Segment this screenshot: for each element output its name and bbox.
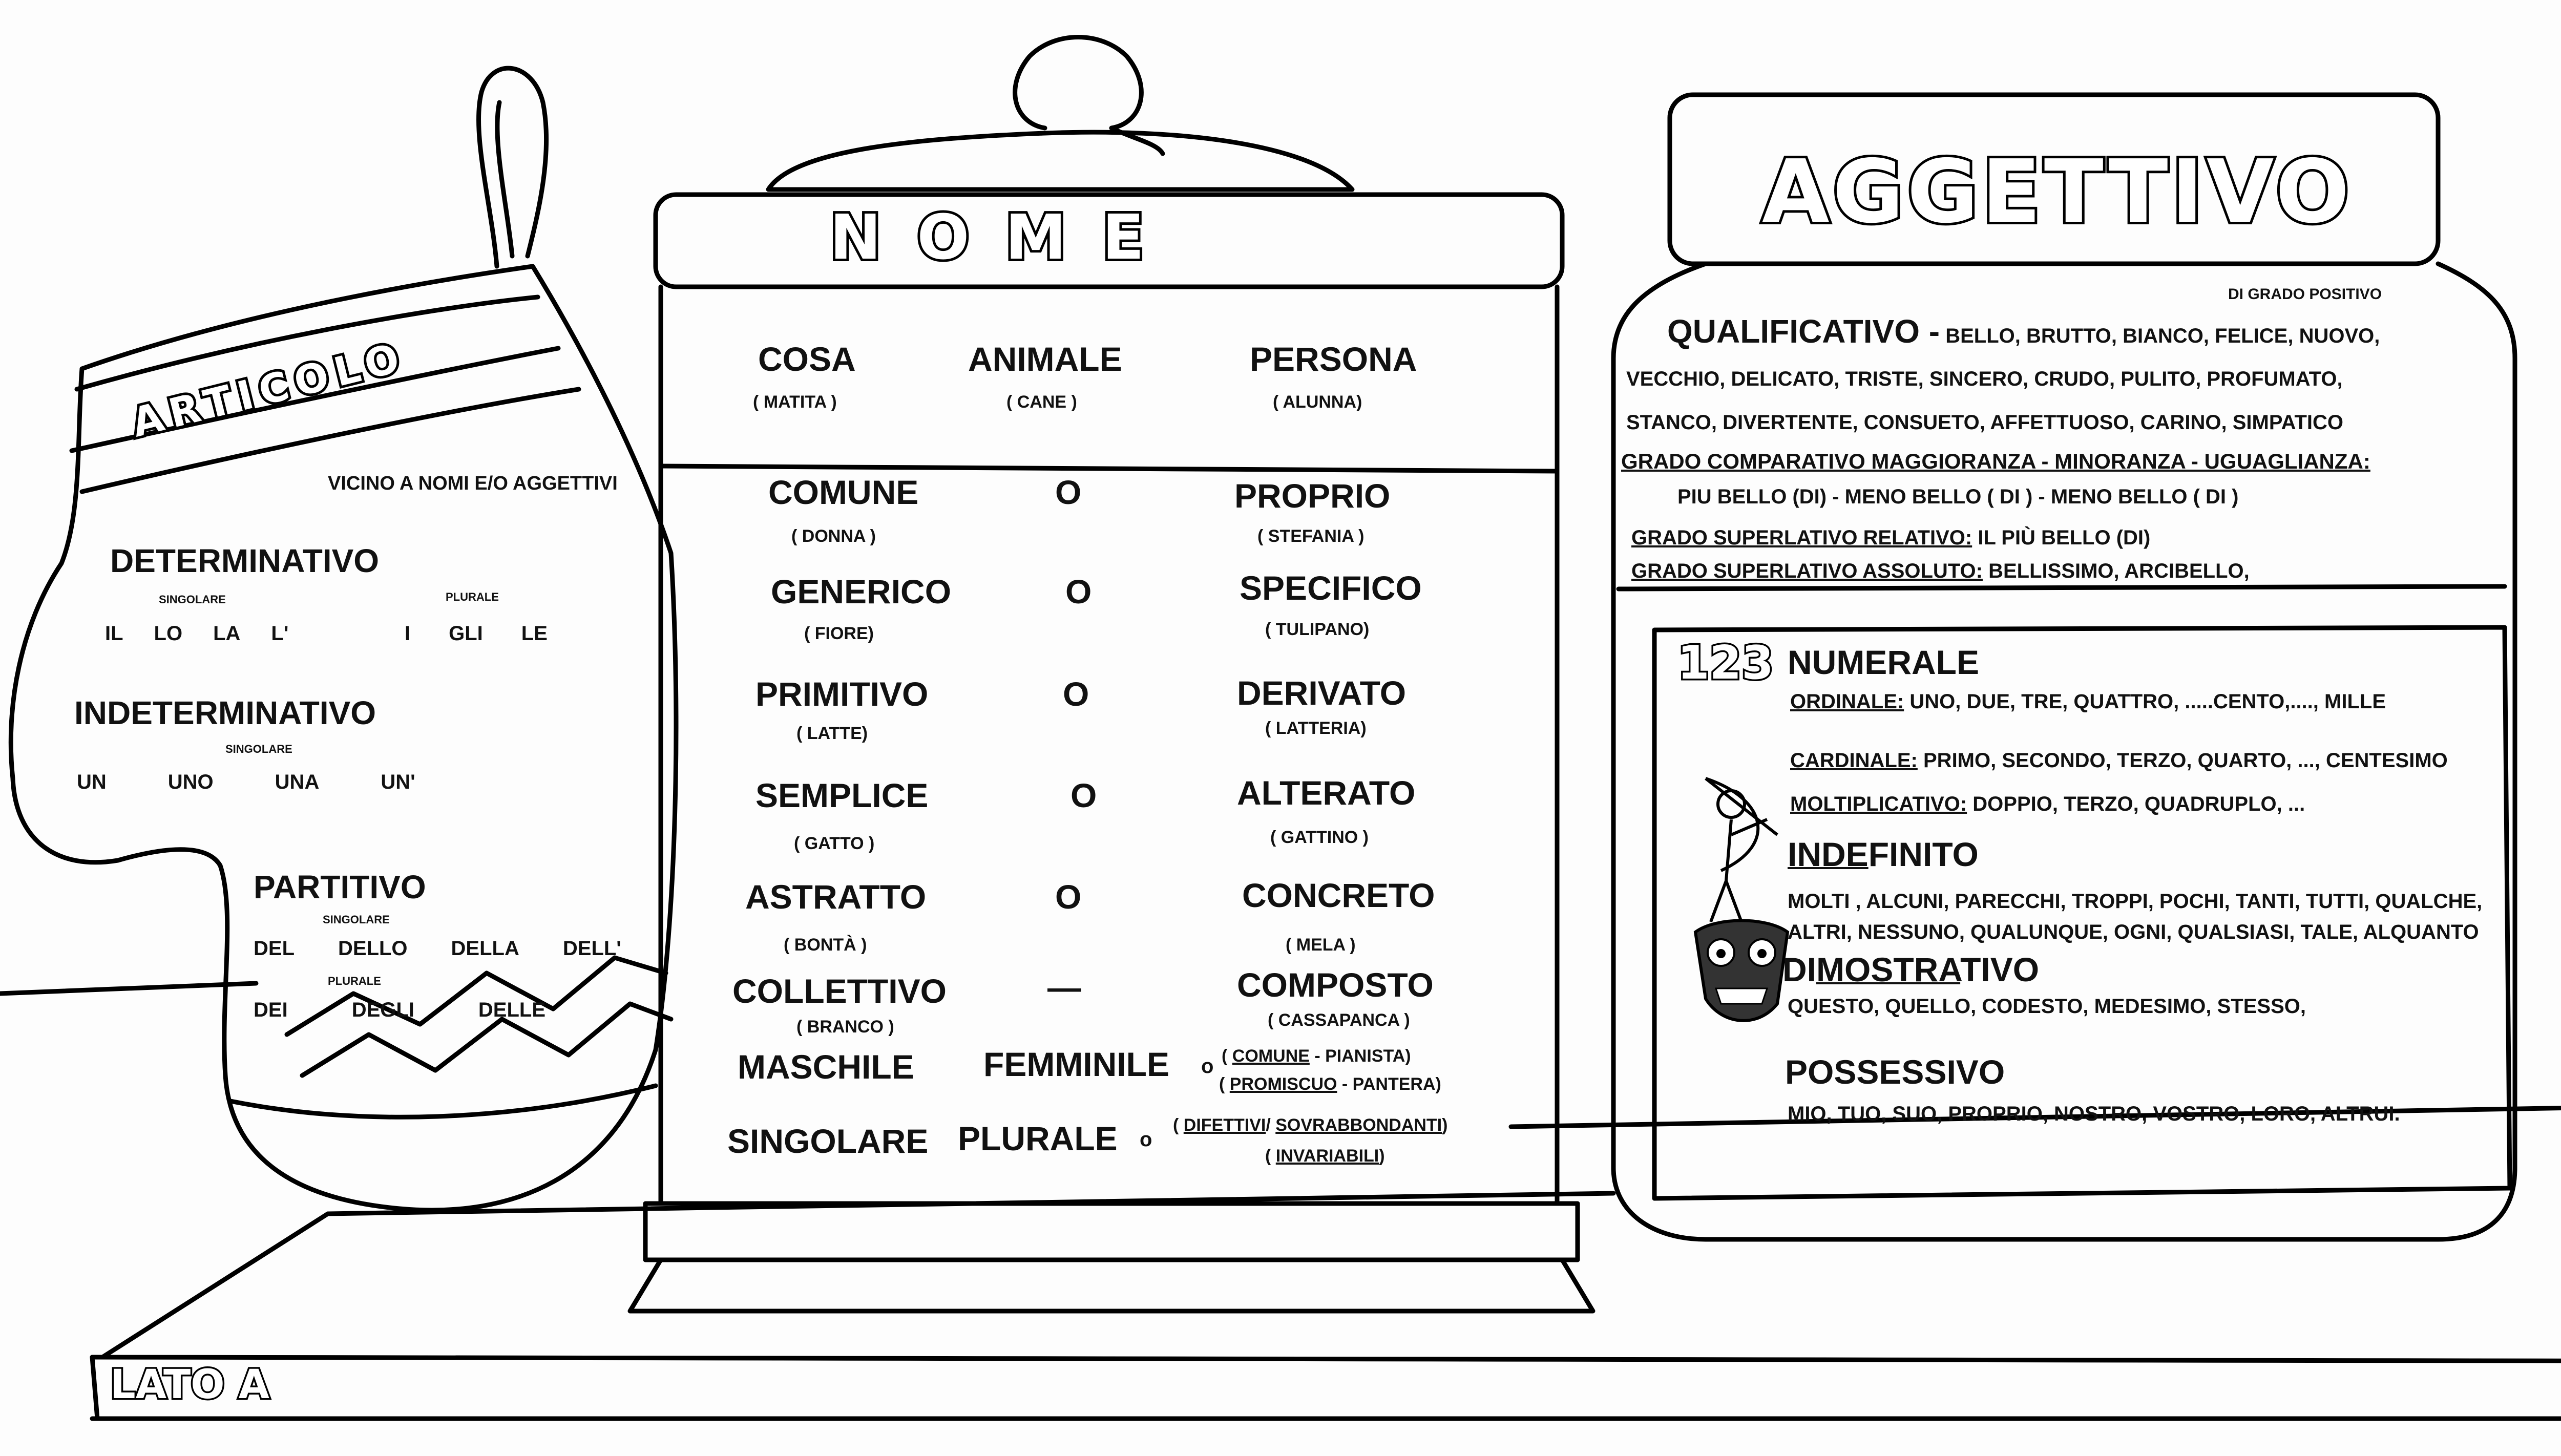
article-degli: DEGLI [351, 999, 414, 1021]
nome-numero-opt2: ( INVARIABILI) [1265, 1146, 1385, 1166]
nome-proprio-example: ( STEFANIA ) [1257, 526, 1365, 546]
determinativo-singolare [105, 622, 288, 645]
nome-lid-top [768, 132, 1352, 189]
article-della: DELLA [451, 937, 519, 960]
nome-sep-6: — [1047, 968, 1081, 1006]
determinativo-plurale [405, 622, 548, 645]
article-il: IL [105, 622, 123, 645]
nome-comune: COMUNE [768, 473, 919, 511]
aggettivo-qualificativo-label: QUALIFICATIVO - [1667, 313, 1940, 350]
nome-derivato-example: ( LATTERIA) [1265, 719, 1367, 738]
aggettivo-sup-ass-label: GRADO SUPERLATIVO ASSOLUTO: [1631, 560, 1983, 582]
aggettivo-qualificativo-line-1: VECCHIO, DELICATO, TRISTE, SINCERO, CRUDO, PULITO, PROFUMATO, [1626, 368, 2343, 390]
aggettivo-dimostrativo-label [1782, 953, 2039, 986]
aggettivo-label-top [1619, 586, 2505, 589]
articolo-title: ARTICOLO [127, 333, 411, 447]
articolo-handle-inner [497, 102, 512, 256]
aggettivo-ordinale-label: ORDINALE: [1790, 690, 1904, 713]
indeterminativo-label: INDETERMINATIVO [74, 694, 376, 731]
aggettivo-indefinito-label [1788, 837, 1979, 871]
nome-genere-opt1-rest: - PIANISTA) [1309, 1046, 1411, 1066]
nome-numero-sovrabbondanti: SOVRABBONDANTI [1275, 1115, 1442, 1135]
partitivo-label: PARTITIVO [254, 869, 426, 905]
aggettivo-cardinale-items: PRIMO, SECONDO, TERZO, QUARTO, ..., CENTESIMO [1923, 749, 2448, 772]
nome-astratto: ASTRATTO [745, 878, 927, 916]
aggettivo-indefinito-rest: FINITO [1868, 835, 1979, 873]
nome-genere-opt1: ( COMUNE - PIANISTA) [1222, 1046, 1411, 1066]
article-del: DEL [254, 937, 295, 960]
indeterminativo-items [77, 771, 415, 794]
aggettivo-dimostrativo-u: MOSTRA [1816, 951, 1961, 988]
nome-genere-o: o [1201, 1055, 1214, 1078]
determinativo-plur-tag: PLURALE [446, 590, 499, 603]
aggettivo-qualificativo-line-0 [1667, 315, 2380, 348]
article-dello: DELLO [338, 937, 408, 960]
nome-sep-1: O [1055, 473, 1082, 511]
nome-genere-opt2-rest: - PANTERA) [1337, 1074, 1441, 1094]
nome-composto: COMPOSTO [1237, 966, 1434, 1004]
aggettivo-possessivo-label: POSSESSIVO [1785, 1053, 2005, 1091]
nome-collettivo: COLLETTIVO [732, 972, 947, 1010]
nome-semplice: SEMPLICE [755, 776, 929, 814]
article-un-apos: UN' [381, 771, 415, 793]
nome-astratto-example: ( BONTÀ ) [784, 935, 867, 955]
aggettivo-moltiplicativo-label: MOLTIPLICATIVO: [1790, 793, 1967, 815]
indeterminativo-sing-tag: SINGOLARE [225, 743, 292, 755]
partitivo-singolare [254, 937, 621, 960]
aggettivo-comparativo-items: PIU BELLO (DI) - MENO BELLO ( DI ) - MENO BELLO ( DI ) [1677, 486, 2239, 508]
lato-label: LATO A [110, 1362, 270, 1408]
aggettivo-cardinale-label: CARDINALE: [1790, 749, 1918, 772]
article-gli: GLI [449, 622, 483, 645]
article-la: LA [213, 622, 241, 645]
nome-collettivo-example: ( BRANCO ) [796, 1017, 894, 1037]
nome-specifico: SPECIFICO [1240, 569, 1422, 607]
aggettivo-ordinale-line [1790, 691, 2386, 712]
aggettivo-num-icon: 123 [1677, 636, 1774, 690]
nome-cat-cosa: COSA [758, 340, 856, 378]
shelf-front-top [92, 1357, 2561, 1362]
nome-sep-2: O [1065, 573, 1092, 610]
nome-base [645, 1204, 1578, 1260]
nome-specifico-example: ( TULIPANO) [1265, 620, 1370, 639]
nome-generico: GENERICO [771, 573, 952, 610]
nome-plurale: PLURALE [958, 1120, 1118, 1157]
nome-numero-invariabili: INVARIABILI [1275, 1146, 1379, 1166]
article-lo: LO [154, 622, 183, 645]
aggettivo-indefinito-line-0: MOLTI , ALCUNI, PARECCHI, TROPPI, POCHI, TANTI, TUTTI, QUALCHE, [1788, 890, 2483, 913]
nome-femminile: FEMMINILE [983, 1045, 1169, 1083]
aggettivo-sup-rel-items: IL PIÙ BELLO (DI) [1978, 526, 2151, 549]
article-le: LE [521, 622, 548, 645]
aggettivo-qualificativo-line-2: STANCO, DIVERTENTE, CONSUETO, AFFETTUOSO, CARINO, SIMPATICO [1626, 411, 2344, 434]
nome-cat-cosa-example: ( MATITA ) [753, 392, 837, 412]
articolo-note: VICINO A NOMI E/O AGGETTIVI [328, 473, 618, 494]
aggettivo-sup-rel-line [1631, 527, 2150, 548]
shelf-back-line [0, 983, 256, 994]
aggettivo-grado-positivo: DI GRADO POSITIVO [2228, 286, 2382, 303]
nome-semplice-example: ( GATTO ) [794, 834, 875, 853]
nome-primitivo-example: ( LATTE) [796, 724, 868, 743]
article-dell: DELL' [562, 937, 621, 960]
nome-numero-o: o [1140, 1128, 1152, 1151]
nome-primitivo: PRIMITIVO [755, 675, 929, 713]
nome-alterato-example: ( GATTINO ) [1270, 828, 1369, 847]
aggettivo-sup-rel-label: GRADO SUPERLATIVO RELATIVO: [1631, 526, 1972, 549]
article-l: L' [271, 622, 289, 645]
aggettivo-ordinale-items: UNO, DUE, TRE, QUATTRO, .....CENTO,...., MILLE [1909, 690, 2386, 713]
nome-numero-difettivi: DIFETTIVI [1183, 1115, 1266, 1135]
article-i: I [405, 622, 411, 645]
nome-genere-promiscuo: PROMISCUO [1229, 1074, 1337, 1094]
aggettivo-possessivo-items: MIO, TUO, SUO, PROPRIO, NOSTRO, VOSTRO, LORO, ALTRUI. [1788, 1103, 2400, 1125]
partitivo-plur-tag: PLURALE [328, 975, 381, 987]
article-una: UNA [275, 771, 320, 793]
nome-concreto: CONCRETO [1242, 876, 1435, 914]
nome-singolare: SINGOLARE [727, 1122, 929, 1160]
article-uno: UNO [167, 771, 214, 793]
aggettivo-dimostrativo-a: DI [1782, 951, 1816, 988]
partitivo-plurale [254, 999, 545, 1022]
nome-numero-opt1: ( DIFETTIVI/ SOVRABBONDANTI) [1173, 1115, 1448, 1135]
shelf-left-edge [92, 1357, 97, 1419]
aggettivo-numerale-label: NUMERALE [1788, 643, 1979, 681]
aggettivo-sup-ass-line [1631, 561, 2250, 581]
nome-knob [1015, 37, 1163, 154]
monster-face-icon [1695, 921, 1788, 1021]
aggettivo-cardinale-line [1790, 750, 2448, 771]
aggettivo-dimostrativo-b: TIVO [1960, 951, 2040, 988]
partitivo-sing-tag: SINGOLARE [323, 913, 390, 926]
nome-genere-opt2: ( PROMISCUO - PANTERA) [1219, 1074, 1441, 1094]
articolo-jug-outline [11, 266, 676, 1210]
nome-cat-persona-example: ( ALUNNA) [1273, 392, 1362, 412]
nome-sep-3: O [1063, 675, 1089, 713]
aggettivo-indefinito-u: INDE [1788, 835, 1869, 873]
article-un: UN [77, 771, 107, 793]
nome-cat-animale-example: ( CANE ) [1006, 392, 1077, 412]
nome-composto-example: ( CASSAPANCA ) [1268, 1010, 1410, 1030]
nome-divider [661, 466, 1557, 471]
nome-genere-comune: COMUNE [1232, 1046, 1310, 1066]
nome-sep-4: O [1070, 776, 1097, 814]
nome-sep-5: O [1055, 878, 1082, 916]
nome-alterato: ALTERATO [1237, 774, 1416, 812]
aggettivo-moltiplicativo-items: DOPPIO, TERZO, QUADRUPLO, ... [1972, 793, 2305, 815]
nome-title: NOME [830, 202, 1180, 273]
articolo-base-line [230, 1086, 656, 1117]
shelf-surface [102, 1193, 1613, 1357]
aggettivo-dimostrativo-items: QUESTO, QUELLO, CODESTO, MEDESIMO, STESSO, [1788, 995, 2306, 1018]
article-delle: DELLE [478, 999, 546, 1021]
aggettivo-moltiplicativo-line [1790, 794, 2305, 814]
nome-cat-persona: PERSONA [1250, 340, 1417, 378]
aggettivo-comparativo-label: GRADO COMPARATIVO MAGGIORANZA - MINORANZA - UGUAGLIANZA: [1621, 449, 2370, 473]
nome-concreto-example: ( MELA ) [1286, 935, 1356, 955]
nome-foot [630, 1260, 1593, 1311]
article-dei: DEI [254, 999, 288, 1021]
aggettivo-indefinito-line-1: ALTRI, NESSUNO, QUALUNQUE, OGNI, QUALSIASI, TALE, ALQUANTO [1788, 921, 2479, 943]
determinativo-label: DETERMINATIVO [110, 542, 380, 579]
aggettivo-qualificativo-items-0: BELLO, BRUTTO, BIANCO, FELICE, NUOVO, [1945, 325, 2380, 347]
nome-cat-animale: ANIMALE [968, 340, 1122, 378]
archer-icon [1706, 778, 1777, 922]
nome-generico-example: ( FIORE) [804, 624, 874, 643]
aggettivo-title: AGGETTIVO [1762, 141, 2353, 243]
nome-derivato: DERIVATO [1237, 674, 1407, 712]
articolo-handle [478, 68, 546, 266]
nome-maschile: MASCHILE [738, 1048, 914, 1086]
nome-proprio: PROPRIO [1234, 477, 1391, 515]
aggettivo-sup-ass-items: BELLISSIMO, ARCIBELLO, [1988, 560, 2250, 582]
determinativo-sing-tag: SINGOLARE [159, 593, 226, 606]
nome-comune-example: ( DONNA ) [791, 526, 876, 546]
